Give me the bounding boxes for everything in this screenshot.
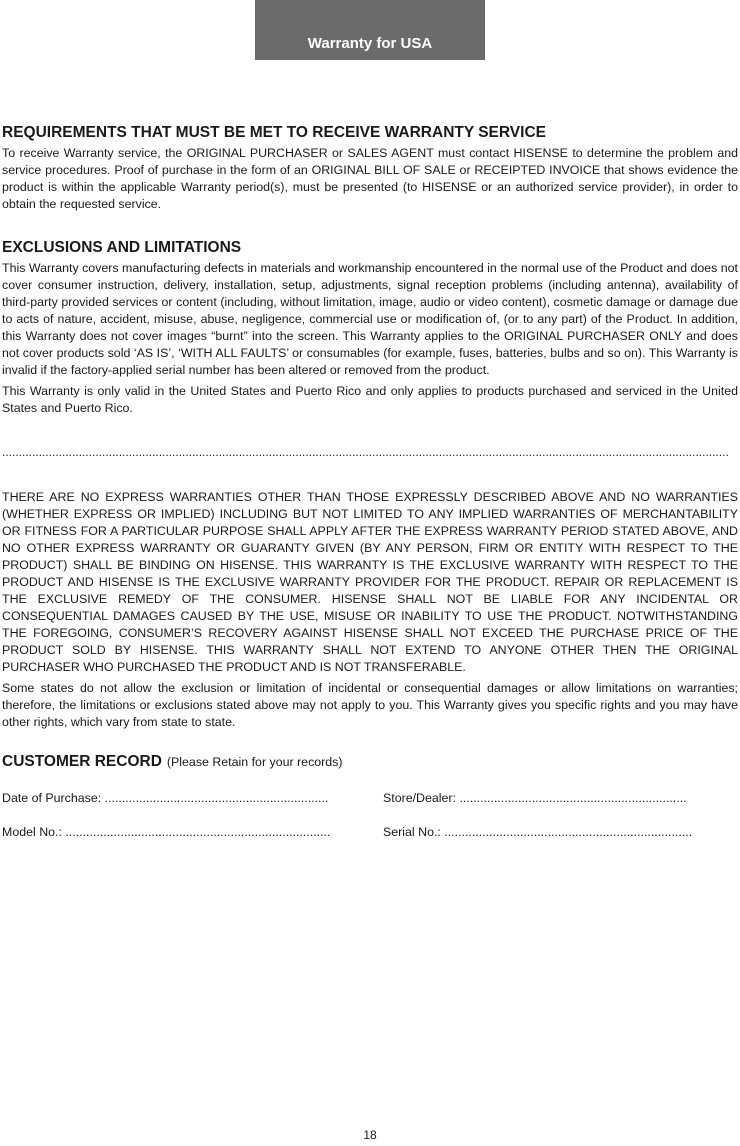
requirements-section xyxy=(2,124,738,213)
model-no-field: Model No.: ............................................................................. xyxy=(2,825,331,839)
page-header-tab xyxy=(255,0,485,60)
page-number: 18 xyxy=(363,1128,377,1142)
exclusions-section xyxy=(2,239,738,417)
record-row-2 xyxy=(2,825,738,839)
date-of-purchase-field: Date of Purchase: ................................................................. xyxy=(2,791,329,805)
exclusions-heading: EXCLUSIONS AND LIMITATIONS xyxy=(2,239,242,256)
state-rights-text: Some states do not allow the exclusion or limitation of incidental or consequential damages or allow limitations on warranties; therefore, the limitations or exclusions stated above may not apply to you. This Warranty gives you specific rights and you may have other rights, which vary from state to state. xyxy=(2,681,738,729)
exclusions-text: This Warranty covers manufacturing defects in materials and workmanship encountered in the normal use of the Product and does not cover consumer instruction, delivery, installation, setup, adjustments, signal reception problems (including antenna), availability of third-party provided services or content (including, without limitation, image, audio or video content), cosmetic damage or damage due to acts of nature, accident, misuse, abuse, negligence, commercial use or modification of, (or to any part) of the Product. In addition, this Warranty does not cover images “burnt” into the screen. This Warranty applies to the ORIGINAL PURCHASER ONLY and does not cover products sold ‘AS IS’, ‘WITH ALL FAULTS’ or consumables (for example, fuses, batteries, bulbs and so on). This Warranty is invalid if the factory-applied serial number has been altered or removed from the product. xyxy=(2,261,738,377)
spacer xyxy=(2,217,738,239)
store-dealer-field: Store/Dealer: .................................................................. xyxy=(383,791,687,805)
requirements-text: To receive Warranty service, the ORIGINAL PURCHASER or SALES AGENT must contact HISENSE to determine the problem and service procedures. Proof of purchase in the form of an ORIGINAL BILL OF SALE or RECEIPTED INVOICE that shows evidence the product is within the applicable Warranty period(s), must be presented (to HISENSE or an authorized service provider), in order to obtain the requested service. xyxy=(2,146,738,211)
header-title: Warranty for USA xyxy=(307,35,433,52)
dotted-separator: .......................................................................................................................................................................................................................... xyxy=(2,445,729,459)
record-row-1 xyxy=(2,791,738,805)
exclusions-region-text: This Warranty is only valid in the United States and Puerto Rico and only applies to products purchased and serviced in the United States and Puerto Rico. xyxy=(2,384,738,415)
serial-no-field: Serial No.: ........................................................................ xyxy=(383,825,693,839)
customer-record-heading: CUSTOMER RECORD xyxy=(2,753,162,770)
customer-record-section xyxy=(2,753,738,839)
disclaimer-section xyxy=(2,489,738,731)
document-body xyxy=(2,124,738,839)
customer-record-note: (Please Retain for your records) xyxy=(166,755,343,769)
customer-record-title xyxy=(2,753,738,771)
requirements-heading: REQUIREMENTS THAT MUST BE MET TO RECEIVE WARRANTY SERVICE xyxy=(2,124,546,141)
disclaimer-caps-text: THERE ARE NO EXPRESS WARRANTIES OTHER THAN THOSE EXPRESSLY DESCRIBED ABOVE AND NO WARRANTIES (WHETHER EXPRESS OR IMPLIED) INCLUDING BUT NOT LIMITED TO ANY IMPLIED WARRANTIES OF MERCHANTABILITY OR FITNESS FOR A PARTICULAR PURPOSE SHALL APPLY AFTER THE EXPRESS WARRANTY PERIOD STATED ABOVE, AND NO OTHER EXPRESS WARRANTY OR GUARANTY GIVEN (BY ANY PERSON, FIRM OR ENTITY WITH RESPECT TO THE PRODUCT) SHALL BE BINDING ON HISENSE. THIS WARRANTY IS THE EXCLUSIVE WARRANTY WITH RESPECT TO THE PRODUCT AND HISENSE IS THE EXCLUSIVE WARRANTY PROVIDER FOR THE PRODUCT. REPAIR OR REPLACEMENT IS THE EXCLUSIVE REMEDY OF THE CONSUMER. HISENSE SHALL NOT BE LIABLE FOR ANY INCIDENTAL OR CONSEQUENTIAL DAMAGES CAUSED BY THE USE, MISUSE OR INABILITY TO USE THE PRODUCT. NOTWITHSTANDING THE FOREGOING, CONSUMER’S RECOVERY AGAINST HISENSE SHALL NOT EXCEED THE PURCHASE PRICE OF THE PRODUCT SOLD BY HISENSE. THIS WARRANTY SHALL NOT EXTEND TO ANYONE OTHER THEN THE ORIGINAL PURCHASER WHO PURCHASED THE PRODUCT AND IS NOT TRANSFERABLE. xyxy=(2,490,738,674)
